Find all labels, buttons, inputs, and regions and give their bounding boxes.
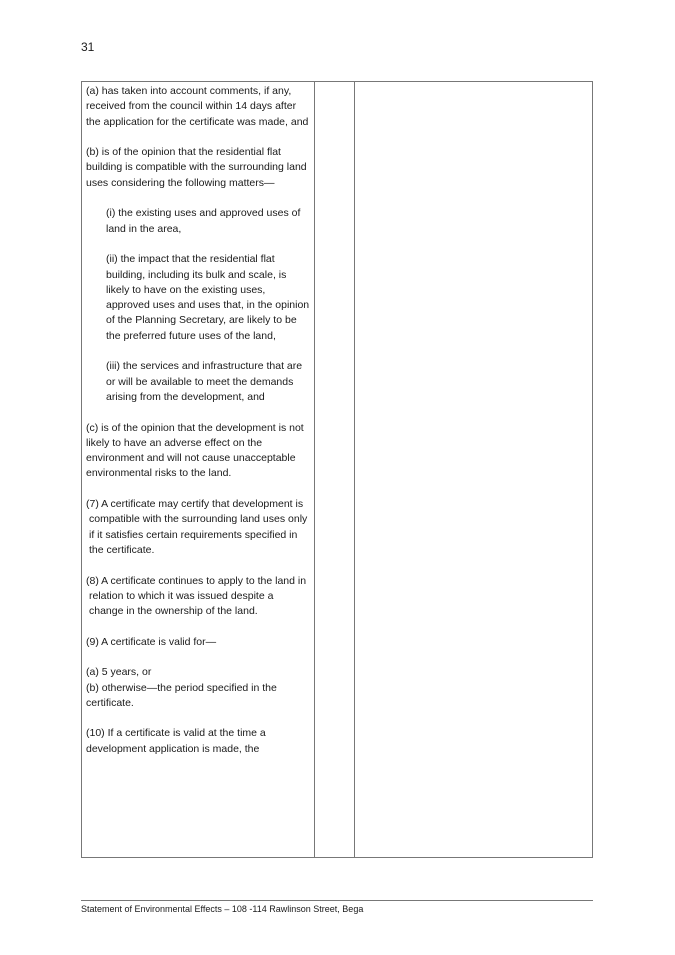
paragraph-9b-otherwise: (b) otherwise—the period specified in the certificate. (86, 681, 277, 709)
footer-text: Statement of Environmental Effects – 108 -114 Rawlinson Street, Bega (81, 904, 364, 914)
paragraph-b-compatibility: (b) is of the opinion that the residential flat building is compatible with the surrounding land uses considering the following matters— (86, 146, 307, 189)
paragraph-iii-services: (iii) the services and infrastructure that are or will be available to meet the demands arising from the development, and (106, 360, 303, 403)
paragraph-9-certificate-validity: (9) A certificate is valid for— (86, 635, 217, 648)
table-column-legislation-text (82, 82, 315, 857)
paragraph-8-certificate-ownership: (8) A certificate continues to apply to the land in relation to which it was issued despite a change in the ownership of the land. (86, 574, 307, 618)
table-column-compliance (315, 82, 355, 857)
paragraph-9a-five-years: (a) 5 years, or (86, 666, 152, 679)
legislation-table (81, 81, 593, 858)
paragraph-10-valid-certificate: (10) If a certificate is valid at the time a development application is made, the (86, 727, 266, 755)
footer-divider (81, 900, 593, 901)
paragraph-c-environment: (c) is of the opinion that the development is not likely to have an adverse effect on the environment and will not cause unacceptable environmental risks to the land. (86, 421, 304, 480)
page-number: 31 (81, 40, 95, 54)
paragraph-i-existing-uses: (i) the existing uses and approved uses of land in the area, (106, 207, 301, 235)
paragraph-ii-impact: (ii) the impact that the residential flat building, including its bulk and scale, is likely to have on the existing uses, approved uses and uses that, in the opinion of the Planning Secretary, are likely to be the preferred future uses of the land, (106, 253, 310, 342)
paragraph-a-comments: (a) has taken into account comments, if any, received from the council within 14 days after the application for the certificate was made, and (86, 85, 309, 128)
table-column-comments (355, 82, 592, 857)
paragraph-7-certificate-requirements: (7) A certificate may certify that development is compatible with the surrounding land uses only if it satisfies certain requirements specified in the certificate. (86, 498, 308, 556)
